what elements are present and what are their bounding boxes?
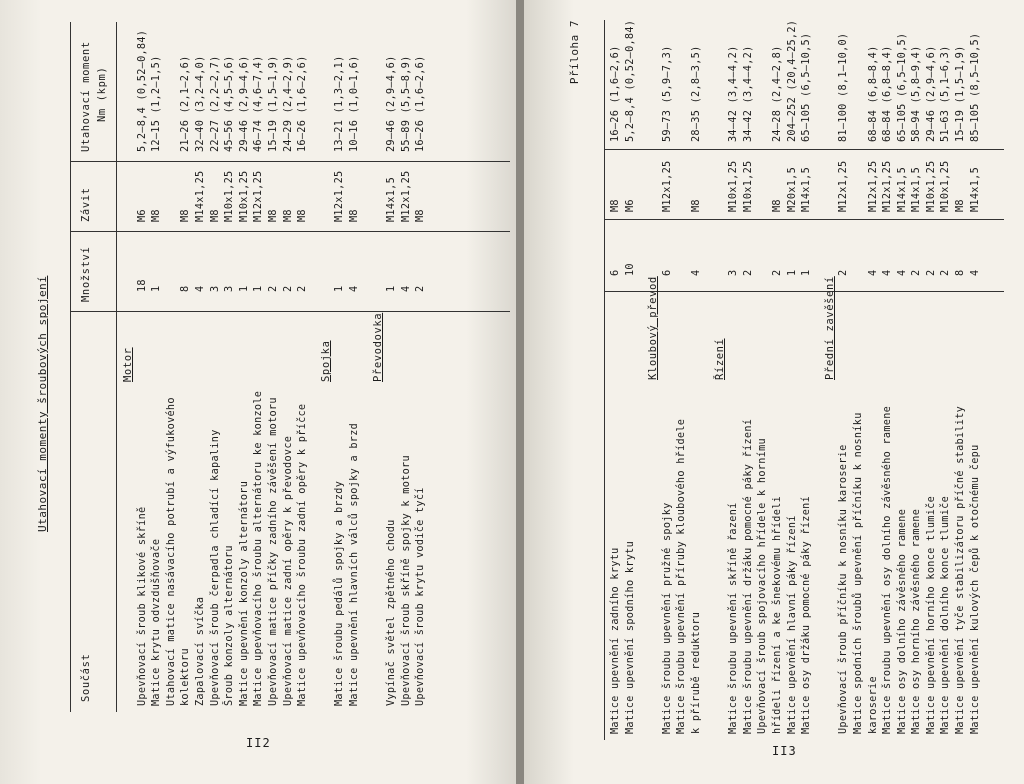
thread-cell: M14x1,5 xyxy=(896,166,908,212)
torque-cell: 10–16 (1,0–1,6) xyxy=(348,55,360,152)
quantity-cell: 2 xyxy=(415,285,427,292)
torque-cell: 22–27 (2,2–2,7) xyxy=(209,55,221,152)
quantity-cell: 4 xyxy=(969,269,981,276)
table-row xyxy=(787,20,802,740)
table-row xyxy=(253,22,268,712)
torque-cell: 68–84 (6,8–8,4) xyxy=(882,45,894,142)
thread-cell: M14x1,5 xyxy=(969,166,981,212)
table-row xyxy=(334,22,349,712)
table-row xyxy=(728,20,743,740)
table-row xyxy=(676,20,691,740)
header-thread: Závit xyxy=(80,187,92,222)
thread-cell: M12x1,25 xyxy=(882,160,894,212)
right-page-content xyxy=(564,20,1004,740)
section-heading-text: Přední zavěšení xyxy=(823,276,836,380)
quantity-cell: 4 xyxy=(400,285,412,292)
part-cell: Matice upevnění tyče stabilizátoru příčné stability xyxy=(955,405,967,734)
part-cell: Upevňovací šroub spojovacího hřídele k hornímu xyxy=(757,438,769,734)
quantity-cell: 4 xyxy=(867,269,879,276)
thread-cell: M8 xyxy=(348,209,360,222)
torque-cell: 204–252 (20,4–25,2) xyxy=(786,19,798,142)
table-row xyxy=(386,22,401,712)
thread-cell: M12x1,25 xyxy=(253,170,265,222)
section-heading-text: Řízení xyxy=(713,338,726,380)
thread-cell: M10x1,25 xyxy=(224,170,236,222)
part-cell: Matice upevnění horního konce tlumiče xyxy=(925,495,937,734)
torque-cell: 85–105 (8,5–10,5) xyxy=(969,32,981,142)
thread-cell: M8 xyxy=(297,209,309,222)
part-cell: k přírubě reduktoru xyxy=(690,611,702,734)
part-cell: Matice šroubu upevnění držáku pomocné páky řízení xyxy=(742,418,754,734)
table-row xyxy=(610,20,625,740)
quantity-cell: 2 xyxy=(940,269,952,276)
part-cell: Upevňovací šroub klikové skříně xyxy=(136,506,148,706)
table-row xyxy=(897,20,912,740)
torque-cell: 32–40 (3,2–4,0) xyxy=(194,55,206,152)
thread-cell: M8 xyxy=(690,199,702,212)
table-row xyxy=(297,22,312,712)
quantity-cell: 3 xyxy=(224,285,236,292)
right-table-body xyxy=(610,20,992,740)
torque-cell: 15–19 (1,5–1,9) xyxy=(267,55,279,152)
page-title: Utahovací momenty šroubových spojení xyxy=(36,275,49,532)
table-row xyxy=(838,20,853,740)
quantity-cell: 1 xyxy=(801,269,813,276)
part-cell: Matice šroubu upevnění osy dolního závěsného ramene xyxy=(882,405,894,734)
section-heading-text: Spojka xyxy=(319,340,332,382)
part-cell: Matice upevnění dolního konce tlumiče xyxy=(940,495,952,734)
table-row xyxy=(940,20,955,740)
torque-cell: 81–100 (8,1–10,0) xyxy=(838,32,850,142)
quantity-cell: 4 xyxy=(194,285,206,292)
table-row xyxy=(926,20,941,740)
torque-cell: 58–94 (5,8–9,4) xyxy=(911,45,923,142)
part-cell: Matice šroubu pedálů spojky a brzdy xyxy=(334,480,346,706)
quantity-cell: 10 xyxy=(624,263,636,276)
section-heading xyxy=(320,22,335,712)
section-heading xyxy=(122,22,137,712)
torque-cell: 28–35 (2,8–3,5) xyxy=(690,45,702,142)
section-heading xyxy=(824,20,839,740)
torque-cell: 16–26 (1,6–2,6) xyxy=(415,55,427,152)
torque-cell: 16–26 (1,6–2,6) xyxy=(297,55,309,152)
torque-cell: 24–28 (2,4–2,8) xyxy=(771,45,783,142)
thread-cell: M12x1,25 xyxy=(838,160,850,212)
thread-cell: M12x1,25 xyxy=(867,160,879,212)
header-unit: Nm (kpm) xyxy=(96,66,108,122)
quantity-cell: 6 xyxy=(610,269,621,276)
table-row xyxy=(195,22,210,712)
torque-cell: 68–84 (6,8–8,4) xyxy=(867,45,879,142)
quantity-cell: 1 xyxy=(238,285,250,292)
thread-cell: M6 xyxy=(624,199,636,212)
table-row xyxy=(349,22,364,712)
thread-cell: M8 xyxy=(151,209,163,222)
thread-cell: M14x1,5 xyxy=(801,166,813,212)
thread-cell: M8 xyxy=(610,199,621,212)
table-row xyxy=(239,22,254,712)
torque-cell: 21–26 (2,1–2,6) xyxy=(180,55,192,152)
torque-cell: 13–21 (1,3–2,1) xyxy=(334,55,346,152)
part-cell: Matice upevnění zadního krytu xyxy=(610,547,621,734)
torque-cell: 65–105 (6,5–10,5) xyxy=(896,32,908,142)
quantity-cell: 4 xyxy=(882,269,894,276)
table-row xyxy=(415,22,430,712)
page-number: II3 xyxy=(772,744,797,758)
table-row xyxy=(268,22,283,712)
part-cell: Matice upevnění kulových čepů k otočnému čepu xyxy=(969,444,981,734)
part-cell: kolektoru xyxy=(180,648,192,706)
part-cell: Utahovací matice nasávacího potrubí a výfukového xyxy=(165,397,177,706)
part-cell: Upevňovací šroub čerpadla chladící kapaliny xyxy=(209,429,221,706)
part-cell: Matice upevňovacího šroubu alternátoru ke konzole xyxy=(253,390,265,706)
quantity-cell: 4 xyxy=(348,285,360,292)
table-row xyxy=(801,20,816,740)
table-row xyxy=(757,20,772,740)
quantity-cell: 2 xyxy=(267,285,279,292)
section-heading xyxy=(372,22,387,712)
thread-cell: M8 xyxy=(415,209,427,222)
quantity-cell: 2 xyxy=(911,269,923,276)
torque-cell: 55–89 (5,5–8,9) xyxy=(400,55,412,152)
quantity-cell: 8 xyxy=(180,285,192,292)
thread-cell: M12x1,25 xyxy=(661,160,673,212)
part-cell: Upevňovací šroub skříně spojky k motoru xyxy=(400,455,412,706)
part-cell: Matice osy držáku pomocné páky řízení xyxy=(801,495,813,734)
table-row xyxy=(151,22,166,712)
quantity-cell: 2 xyxy=(925,269,937,276)
page-number: II2 xyxy=(246,736,271,750)
table-row xyxy=(180,22,195,712)
thread-cell: M14x1,5 xyxy=(911,166,923,212)
thread-cell: M6 xyxy=(136,209,148,222)
torque-cell: 29–46 (2,9–4,6) xyxy=(238,55,250,152)
table-row xyxy=(970,20,985,740)
thread-cell: M20x1,5 xyxy=(786,166,798,212)
part-cell: Matice krytu odvzdušňovače xyxy=(151,538,163,706)
part-cell: Upevňovací šroub příčníku k nosníku karoserie xyxy=(838,444,850,734)
thread-cell: M10x1,25 xyxy=(940,160,952,212)
thread-cell: M10x1,25 xyxy=(925,160,937,212)
thread-cell: M8 xyxy=(267,209,279,222)
torque-cell: 5,2–8,4 (0,52–0,84) xyxy=(624,19,636,142)
thread-cell: M14x1,25 xyxy=(194,170,206,222)
table-row xyxy=(210,22,225,712)
header-torque: Utahovací moment xyxy=(80,41,92,152)
part-cell: Matice osy dolního závěsného ramene xyxy=(896,508,908,734)
thread-cell: M8 xyxy=(180,209,192,222)
thread-cell: M8 xyxy=(955,199,967,212)
quantity-cell: 2 xyxy=(771,269,783,276)
header-top-rule xyxy=(70,22,71,712)
section-heading-text: Převodovka xyxy=(371,312,384,382)
thread-cell: M8 xyxy=(282,209,294,222)
section-heading-text: Kloubový převod xyxy=(647,276,660,380)
table-row xyxy=(868,20,883,740)
left-page-content xyxy=(30,22,510,712)
torque-cell: 34–42 (3,4–4,2) xyxy=(728,45,740,142)
section-heading-text: Motor xyxy=(122,347,134,382)
thread-cell: M10x1,25 xyxy=(728,160,740,212)
torque-cell: 46–74 (4,6–7,4) xyxy=(253,55,265,152)
table-row xyxy=(772,20,787,740)
quantity-cell: 2 xyxy=(297,285,309,292)
thread-cell: M10x1,25 xyxy=(742,160,754,212)
section-heading xyxy=(647,20,662,740)
torque-cell: 59–73 (5,9–7,3) xyxy=(661,45,673,142)
quantity-cell: 4 xyxy=(896,269,908,276)
table-row xyxy=(662,20,677,740)
part-cell: Matice spodních šroubů upevnění příčníku k nosníku xyxy=(852,412,864,734)
table-row xyxy=(955,20,970,740)
part-cell: Matice upevnění spodního krytu xyxy=(624,540,636,734)
part-cell: Matice upevňovacího šroubu zadní opěry k příčce xyxy=(297,403,309,706)
part-cell: Matice šroubu upevnění pružné spojky xyxy=(661,502,673,734)
table-row xyxy=(625,20,640,740)
header-quantity: Množství xyxy=(80,246,92,302)
table-row xyxy=(283,22,298,712)
table-row xyxy=(691,20,706,740)
torque-cell: 15–19 (1,5–1,9) xyxy=(955,45,967,142)
table-row xyxy=(882,20,897,740)
torque-cell: 24–29 (2,4–2,9) xyxy=(282,55,294,152)
thread-cell: M12x1,25 xyxy=(400,170,412,222)
torque-cell: 34–42 (3,4–4,2) xyxy=(742,45,754,142)
quantity-cell: 1 xyxy=(786,269,798,276)
quantity-cell: 4 xyxy=(690,269,702,276)
part-cell: hřídeli řízení a ke šnekovému hřídeli xyxy=(771,495,783,734)
quantity-cell: 6 xyxy=(661,269,673,276)
appendix-label: Příloha 7 xyxy=(568,20,581,85)
table-row xyxy=(224,22,239,712)
right-page xyxy=(524,0,1024,784)
part-cell: Matice šroubu upevnění příruby kloubového hřídele xyxy=(676,418,688,734)
left-table-body xyxy=(122,22,438,712)
header-bottom-rule xyxy=(116,22,117,712)
torque-cell: 65–105 (6,5–10,5) xyxy=(801,32,813,142)
thread-cell: M8 xyxy=(209,209,221,222)
header-top-rule xyxy=(604,20,605,740)
part-cell: Matice šroubu upevnění skříně řazení xyxy=(728,502,740,734)
quantity-cell: 2 xyxy=(742,269,754,276)
torque-cell: 45–56 (4,5–5,6) xyxy=(224,55,236,152)
quantity-cell: 3 xyxy=(728,269,740,276)
part-cell: Upevňovací šroub krytu vodiče tyčí xyxy=(415,487,427,706)
quantity-cell: 18 xyxy=(136,279,148,292)
part-cell: Šroub konzoly alternátoru xyxy=(224,545,236,706)
quantity-cell: 1 xyxy=(386,285,398,292)
table-row xyxy=(743,20,758,740)
table-row xyxy=(911,20,926,740)
torque-cell: 51–63 (5,1–6,3) xyxy=(940,45,952,142)
part-cell: karoserie xyxy=(867,676,879,734)
quantity-cell: 2 xyxy=(838,269,850,276)
part-cell: Zapalovací svíčka xyxy=(194,596,206,706)
quantity-cell: 2 xyxy=(282,285,294,292)
torque-cell: 5,2–8,4 (0,52–0,84) xyxy=(136,29,148,152)
table-row xyxy=(166,22,181,712)
quantity-cell: 1 xyxy=(151,285,163,292)
thread-cell: M10x1,25 xyxy=(238,170,250,222)
table-row xyxy=(401,22,416,712)
part-cell: Upevňovací matice zadní opěry k převodovce xyxy=(282,435,294,706)
part-cell: Vypínač světel zpětného chodu xyxy=(386,519,398,706)
part-cell: Upevňovací matice příčky zadního závěšení motoru xyxy=(267,397,279,706)
quantity-cell: 1 xyxy=(334,285,346,292)
thread-cell: M14x1,5 xyxy=(386,176,398,222)
thread-cell: M8 xyxy=(771,199,783,212)
part-cell: Matice upevnění konzoly alternátoru xyxy=(238,480,250,706)
section-heading xyxy=(714,20,729,740)
thread-cell: M12x1,25 xyxy=(334,170,346,222)
header-part: Součást xyxy=(80,653,92,702)
part-cell: Matice upevnění hlavních válců spojky a brzd xyxy=(348,422,360,706)
table-row xyxy=(137,22,152,712)
table-row xyxy=(853,20,868,740)
torque-cell: 16–26 (1,6–2,6) xyxy=(610,45,621,142)
quantity-cell: 1 xyxy=(253,285,265,292)
torque-cell: 29–46 (2,9–4,6) xyxy=(925,45,937,142)
part-cell: Matice upevnění hlavní páky řízení xyxy=(786,515,798,734)
torque-cell: 29–46 (2,9–4,6) xyxy=(386,55,398,152)
quantity-cell: 3 xyxy=(209,285,221,292)
part-cell: Matice osy horního závěsného ramene xyxy=(911,508,923,734)
quantity-cell: 8 xyxy=(955,269,967,276)
torque-cell: 12–15 (1,2–1,5) xyxy=(151,55,163,152)
